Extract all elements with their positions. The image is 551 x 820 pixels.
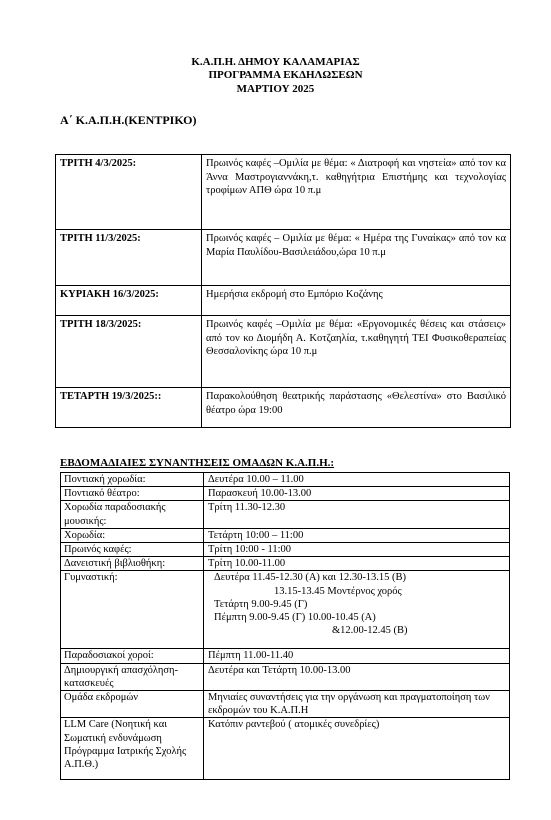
weekly-group: Δημιουργική απασχόληση-κατασκευές — [61, 663, 204, 690]
weekly-schedule — [204, 718, 510, 780]
events-table — [55, 154, 511, 428]
event-day: ΚΥΡΙΑΚΗ 16/3/2025: — [56, 286, 202, 316]
schedule-line: Τρίτη 10:00 - 11:00 — [208, 544, 292, 556]
event-row — [56, 388, 511, 428]
weekly-group: Χορωδία: — [61, 528, 204, 542]
schedule-line: &12.00-12.45 (Β) — [332, 625, 408, 637]
weekly-group: Δανειστική βιβλιοθήκη: — [61, 557, 204, 571]
weekly-schedule — [204, 501, 510, 528]
weekly-row — [61, 663, 510, 690]
weekly-group: Ποντιακό θέατρο: — [61, 487, 204, 501]
schedule-line: Δευτέρα και Τετάρτη 10.00-13.00 — [208, 664, 351, 676]
schedule-line: Μηνιαίες συναντήσεις για την οργάνωση και πραγματοποίηση των εκδρομών του Κ.Α.Π.Η — [208, 692, 490, 717]
schedule-line: Τετάρτη 10:00 – 11:00 — [208, 529, 304, 541]
header-title: Κ.Α.Π.Η. ΔΗΜΟΥ ΚΑΛΑΜΑΡΙΑΣ — [191, 56, 360, 68]
event-row — [56, 316, 511, 388]
weekly-schedule — [204, 528, 510, 542]
event-day: ΤΡΙΤΗ 18/3/2025: — [56, 316, 202, 388]
weekly-row — [61, 501, 510, 528]
weekly-group: Ποντιακή χορωδία: — [61, 473, 204, 487]
weekly-row — [61, 557, 510, 571]
weekly-group: Χορωδία παραδοσιακής μουσικής: — [61, 501, 204, 528]
schedule-line: Παρασκευή 10.00-13.00 — [208, 488, 312, 500]
weekly-row — [61, 571, 510, 649]
weekly-row — [61, 718, 510, 780]
schedule-line: Τετάρτη 9.00-9.45 (Γ) — [214, 598, 308, 610]
event-description: Παρακολούθηση θεατρικής παράστασης «Θελεστίνα» στο Βασιλικό θέατρο ώρα 19:00 — [202, 388, 511, 428]
weekly-schedule — [204, 557, 510, 571]
event-description: Πρωινός καφές – Ομιλία με θέμα: « Ημέρα της Γυναίκας» από τον κα Μαρία Παυλίδου-Βασιλειάδου,ώρα 10 π.μ — [202, 230, 511, 286]
weekly-schedule — [204, 691, 510, 718]
schedule-line: Δευτέρα 11.45-12.30 (Α) και 12.30-13.15 (Β) — [214, 572, 407, 584]
weekly-title: ΕΒΔΟΜΑΔΙΑΙΕΣ ΣΥΝΑΝΤΗΣΕΙΣ ΟΜΑΔΩΝ Κ.Α.Π.Η.: — [60, 457, 335, 469]
event-row — [56, 230, 511, 286]
weekly-schedule — [204, 487, 510, 501]
schedule-line: Πέμπτη 11.00-11.40 — [208, 650, 294, 662]
weekly-row — [61, 487, 510, 501]
schedule-line: Τρίτη 10.00-11.00 — [208, 558, 286, 570]
event-description: Πρωινός καφές –Ομιλία με θέμα: « Διατροφή και νηστεία» από τον κα Άννα Μαστρογιαννάκη,τ. καθηγήτρια Επιστήμης και τεχνολογίας τροφίμων ΑΠΘ ώρα 10 π.μ — [202, 155, 511, 230]
schedule-line: Τρίτη 11.30-12.30 — [208, 502, 286, 514]
weekly-schedule — [204, 473, 510, 487]
schedule-line: Πέμπτη 9.00-9.45 (Γ) 10.00-10.45 (Α) — [214, 612, 376, 624]
weekly-row — [61, 691, 510, 718]
weekly-group: Γυμναστική: — [61, 571, 204, 649]
section-title: Α΄ Κ.Α.Π.Η.(ΚΕΝΤΡΙΚΟ) — [60, 113, 197, 127]
weekly-schedule — [204, 543, 510, 557]
weekly-schedule — [204, 663, 510, 690]
weekly-row — [61, 649, 510, 663]
event-description: Πρωινός καφές –Ομιλία με θέμα: «Εργονομικές θέσεις και στάσεις» από τον κο Διομήδη Α. Κοτζαηλία, τ.καθηγητή ΤΕΙ Φυσικοθεραπείας Θεσσαλονίκης ώρα 10 π.μ — [202, 316, 511, 388]
weekly-group: Ομάδα εκδρομών — [61, 691, 204, 718]
schedule-line: 13.15-13.45 Μοντέρνος χορός — [274, 585, 402, 597]
event-day: ΤΕΤΑΡΤΗ 19/3/2025:: — [56, 388, 202, 428]
weekly-schedule — [204, 649, 510, 663]
weekly-table — [60, 472, 510, 780]
event-row — [56, 155, 511, 230]
weekly-row — [61, 473, 510, 487]
weekly-group: Πρωινός καφές: — [61, 543, 204, 557]
event-day: ΤΡΙΤΗ 11/3/2025: — [56, 230, 202, 286]
schedule-line: Κατόπιν ραντεβού ( ατομικές συνεδρίες) — [208, 719, 380, 731]
event-description: Ημερήσια εκδρομή στο Εμπόριο Κοζάνης — [202, 286, 511, 316]
event-day: ΤΡΙΤΗ 4/3/2025: — [56, 155, 202, 230]
weekly-row — [61, 528, 510, 542]
weekly-schedule — [204, 571, 510, 649]
schedule-line: Δευτέρα 10.00 – 11.00 — [208, 474, 304, 485]
weekly-group: LLM Care (Νοητική και Σωματική ενδυνάμωση Πρόγραμμα Ιατρικής Σχολής Α.Π.Θ.) — [61, 718, 204, 780]
weekly-group: Παραδοσιακοί χοροί: — [61, 649, 204, 663]
header-subtitle: ΠΡΟΓΡΑΜΜΑ ΕΚΔΗΛΩΣΕΩΝ — [208, 69, 363, 81]
header-month: ΜΑΡΤΙΟΥ 2025 — [236, 83, 315, 95]
event-row — [56, 286, 511, 316]
weekly-row — [61, 543, 510, 557]
